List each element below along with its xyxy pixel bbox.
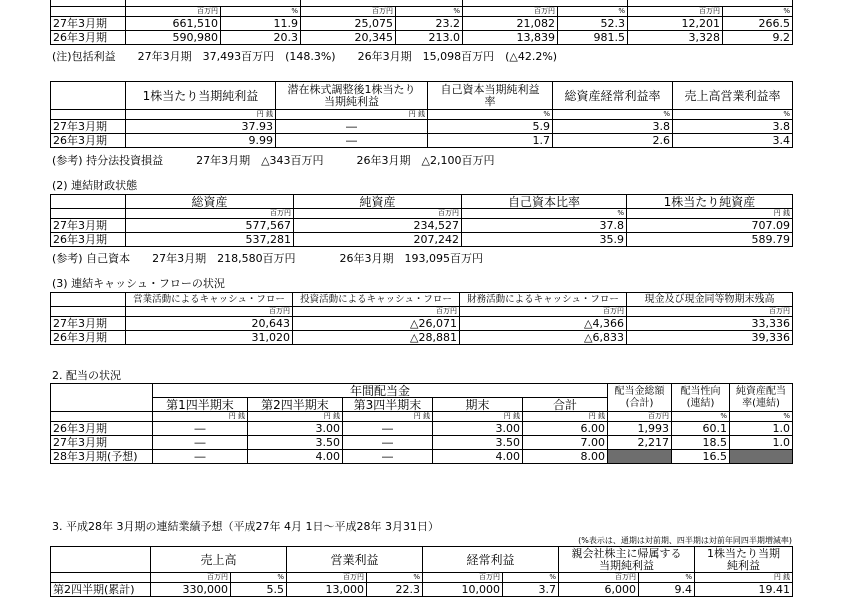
column-header: 営業利益 xyxy=(287,547,423,573)
unit-cell: 百万円 xyxy=(126,209,294,219)
data-cell: 981.5 xyxy=(558,31,628,45)
data-cell: 13,000 xyxy=(287,583,367,597)
data-cell: 3.8 xyxy=(553,120,673,134)
row-label: 27年3月期 xyxy=(51,17,126,31)
equity-note: (参考) 自己資本 27年3月期 218,580百万円 26年3月期 193,095百万円 xyxy=(52,252,484,265)
row-label: 26年3月期 xyxy=(51,31,126,45)
column-header: 合計 xyxy=(523,398,608,412)
data-cell: ― xyxy=(153,436,248,450)
unit-cell: % xyxy=(221,7,301,17)
data-cell: ― xyxy=(276,120,428,134)
row-label: 第2四半期(累計) xyxy=(51,583,151,597)
column-header: 経常利益 xyxy=(423,547,559,573)
unit-cell: 百万円 xyxy=(126,7,221,17)
data-cell: 6,000 xyxy=(559,583,639,597)
data-cell: 11.9 xyxy=(221,17,301,31)
unit-cell: % xyxy=(553,110,673,120)
row-label: 28年3月期(予想) xyxy=(51,450,153,464)
unit-cell: 百万円 xyxy=(294,209,462,219)
data-cell: 19.41 xyxy=(695,583,793,597)
column-header: 純資産配当 率(連結) xyxy=(730,384,793,412)
data-cell: 8.00 xyxy=(523,450,608,464)
unit-cell: 百万円 xyxy=(287,573,367,583)
column-header: 配当性向 (連結) xyxy=(672,384,730,412)
data-cell: 9.2 xyxy=(723,31,793,45)
cash-flows-table xyxy=(50,292,793,345)
data-cell: 3,328 xyxy=(628,31,723,45)
table-row xyxy=(51,436,793,450)
data-cell: 589.79 xyxy=(627,233,793,247)
column-header: 第2四半期末 xyxy=(248,398,343,412)
table-row xyxy=(51,120,793,134)
section-title: (2) 連結財政状態 xyxy=(52,179,138,192)
table-row xyxy=(51,219,793,233)
group-header: 年間配当金 xyxy=(153,384,608,398)
data-cell: 10,000 xyxy=(423,583,503,597)
unit-cell: % xyxy=(503,573,559,583)
data-cell: 37.8 xyxy=(462,219,627,233)
data-cell: 266.5 xyxy=(723,17,793,31)
data-cell: 330,000 xyxy=(151,583,231,597)
equity-method-note: (参考) 持分法投資損益 27年3月期 △343百万円 26年3月期 △2,100百万円 xyxy=(52,154,495,167)
data-cell: 33,336 xyxy=(627,317,793,331)
unit-cell: 百万円 xyxy=(608,412,672,422)
unit-cell: 円 銭 xyxy=(627,209,793,219)
unit-cell: 百万円 xyxy=(423,573,503,583)
column-header: 潜在株式調整後1株当たり 当期純利益 xyxy=(276,82,428,110)
column-header: 現金及び現金同等物期末残高 xyxy=(627,293,793,307)
column-header: 財務活動によるキャッシュ・フロー xyxy=(460,293,627,307)
data-cell: 39,336 xyxy=(627,331,793,345)
row-label: 26年3月期 xyxy=(51,422,153,436)
data-cell: 661,510 xyxy=(126,17,221,31)
unit-cell: 百万円 xyxy=(126,307,293,317)
table-row xyxy=(51,31,793,45)
column-header: 投資活動によるキャッシュ・フロー xyxy=(293,293,460,307)
data-cell: 5.9 xyxy=(428,120,553,134)
data-cell: △4,366 xyxy=(460,317,627,331)
unit-cell: % xyxy=(639,573,695,583)
row-label: 27年3月期 xyxy=(51,436,153,450)
data-cell: 4.00 xyxy=(248,450,343,464)
data-cell: 1.0 xyxy=(730,422,793,436)
comprehensive-income-note: (注)包括利益 27年3月期 37,493百万円 (148.3%) 26年3月期 15,098百万円 (△42.2%) xyxy=(52,50,558,63)
data-cell: 1.0 xyxy=(730,436,793,450)
forecast-table xyxy=(50,546,793,597)
data-cell: 12,201 xyxy=(628,17,723,31)
per-share-table xyxy=(50,81,793,148)
column-header: 自己資本当期純利益 率 xyxy=(428,82,553,110)
unit-cell: 円 銭 xyxy=(343,412,433,422)
data-cell: 590,980 xyxy=(126,31,221,45)
data-cell: 52.3 xyxy=(558,17,628,31)
unit-cell: 円 銭 xyxy=(276,110,428,120)
unit-cell: 円 銭 xyxy=(126,110,276,120)
unit-cell: % xyxy=(730,412,793,422)
data-cell: 1,993 xyxy=(608,422,672,436)
column-header: 第3四半期末 xyxy=(343,398,433,412)
data-cell: 31,020 xyxy=(126,331,293,345)
column-header: 期末 xyxy=(433,398,523,412)
row-label: 27年3月期 xyxy=(51,120,126,134)
unit-cell: % xyxy=(231,573,287,583)
unit-cell: 百万円 xyxy=(293,307,460,317)
unit-cell: % xyxy=(558,7,628,17)
data-cell: 207,242 xyxy=(294,233,462,247)
data-cell: △28,881 xyxy=(293,331,460,345)
unit-cell: % xyxy=(673,110,793,120)
column-header: 売上高 xyxy=(151,547,287,573)
data-cell: 21,082 xyxy=(463,17,558,31)
shaded-cell xyxy=(608,450,672,464)
data-cell: 537,281 xyxy=(126,233,294,247)
row-label: 27年3月期 xyxy=(51,317,126,331)
row-label: 27年3月期 xyxy=(51,219,126,233)
results-table xyxy=(50,0,793,45)
unit-cell: 百万円 xyxy=(151,573,231,583)
data-cell: 20,643 xyxy=(126,317,293,331)
unit-cell: 円 銭 xyxy=(153,412,248,422)
unit-cell: 円 銭 xyxy=(523,412,608,422)
data-cell: 3.50 xyxy=(248,436,343,450)
column-header: 配当金総額 (合計) xyxy=(608,384,672,412)
data-cell: 9.4 xyxy=(639,583,695,597)
data-cell: 2,217 xyxy=(608,436,672,450)
data-cell: ― xyxy=(153,450,248,464)
dividends-table xyxy=(50,383,793,464)
column-header: 1株当たり純資産 xyxy=(627,195,793,209)
shaded-cell xyxy=(730,450,793,464)
data-cell: 13,839 xyxy=(463,31,558,45)
column-header: 1株当たり当期 純利益 xyxy=(695,547,793,573)
column-header: 親会社株主に帰属する 当期純利益 xyxy=(559,547,695,573)
unit-cell: 円 銭 xyxy=(248,412,343,422)
data-cell: 60.1 xyxy=(672,422,730,436)
unit-cell: 百万円 xyxy=(627,307,793,317)
unit-cell: 百万円 xyxy=(460,307,627,317)
column-header: 総資産経常利益率 xyxy=(553,82,673,110)
unit-cell: % xyxy=(672,412,730,422)
section-title: 2. 配当の状況 xyxy=(52,369,121,382)
data-cell: 35.9 xyxy=(462,233,627,247)
column-header: 総資産 xyxy=(126,195,294,209)
unit-cell: 百万円 xyxy=(559,573,639,583)
table-row xyxy=(51,331,793,345)
data-cell: 4.00 xyxy=(433,450,523,464)
data-cell: ― xyxy=(153,422,248,436)
data-cell: 2.6 xyxy=(553,134,673,148)
data-cell: △6,833 xyxy=(460,331,627,345)
table-row xyxy=(51,450,793,464)
unit-cell: 円 銭 xyxy=(433,412,523,422)
data-cell: △26,071 xyxy=(293,317,460,331)
unit-cell: 百万円 xyxy=(301,7,396,17)
data-cell: ― xyxy=(343,450,433,464)
unit-cell: % xyxy=(396,7,463,17)
data-cell: 20,345 xyxy=(301,31,396,45)
data-cell: 22.3 xyxy=(367,583,423,597)
table-row xyxy=(51,422,793,436)
table-row xyxy=(51,317,793,331)
data-cell: 3.00 xyxy=(433,422,523,436)
section-title: (3) 連結キャッシュ・フローの状況 xyxy=(52,277,225,290)
data-cell: 20.3 xyxy=(221,31,301,45)
data-cell: 3.4 xyxy=(673,134,793,148)
data-cell: 18.5 xyxy=(672,436,730,450)
section-title: 3. 平成28年 3月期の連結業績予想（平成27年 4月 1日～平成28年 3月31日） xyxy=(52,520,439,533)
row-label: 26年3月期 xyxy=(51,233,126,247)
data-cell: 3.50 xyxy=(433,436,523,450)
column-header: 営業活動によるキャッシュ・フロー xyxy=(126,293,293,307)
data-cell: 213.0 xyxy=(396,31,463,45)
row-label: 26年3月期 xyxy=(51,134,126,148)
column-header: 第1四半期末 xyxy=(153,398,248,412)
data-cell: 16.5 xyxy=(672,450,730,464)
column-header: 1株当たり当期純利益 xyxy=(126,82,276,110)
column-header: 純資産 xyxy=(294,195,462,209)
data-cell: 7.00 xyxy=(523,436,608,450)
data-cell: 37.93 xyxy=(126,120,276,134)
data-cell: 577,567 xyxy=(126,219,294,233)
unit-cell: 百万円 xyxy=(628,7,723,17)
unit-cell: 百万円 xyxy=(463,7,558,17)
data-cell: ― xyxy=(276,134,428,148)
unit-cell: % xyxy=(428,110,553,120)
data-cell: 5.5 xyxy=(231,583,287,597)
data-cell: 23.2 xyxy=(396,17,463,31)
table-row xyxy=(51,583,793,597)
data-cell: 6.00 xyxy=(523,422,608,436)
forecast-note: (%表示は、通期は対前期、四半期は対前年同四半期増減率) xyxy=(578,536,792,545)
financial-position-table xyxy=(50,194,793,247)
data-cell: 707.09 xyxy=(627,219,793,233)
unit-cell: % xyxy=(367,573,423,583)
unit-cell: 円 銭 xyxy=(695,573,793,583)
data-cell: 9.99 xyxy=(126,134,276,148)
data-cell: 3.8 xyxy=(673,120,793,134)
table-row xyxy=(51,17,793,31)
unit-cell: % xyxy=(462,209,627,219)
data-cell: 3.00 xyxy=(248,422,343,436)
data-cell: 1.7 xyxy=(428,134,553,148)
data-cell: 25,075 xyxy=(301,17,396,31)
data-cell: ― xyxy=(343,422,433,436)
data-cell: ― xyxy=(343,436,433,450)
column-header: 自己資本比率 xyxy=(462,195,627,209)
column-header: 売上高営業利益率 xyxy=(673,82,793,110)
data-cell: 234,527 xyxy=(294,219,462,233)
data-cell: 3.7 xyxy=(503,583,559,597)
table-row xyxy=(51,233,793,247)
table-row xyxy=(51,134,793,148)
row-label: 26年3月期 xyxy=(51,331,126,345)
unit-cell: % xyxy=(723,7,793,17)
